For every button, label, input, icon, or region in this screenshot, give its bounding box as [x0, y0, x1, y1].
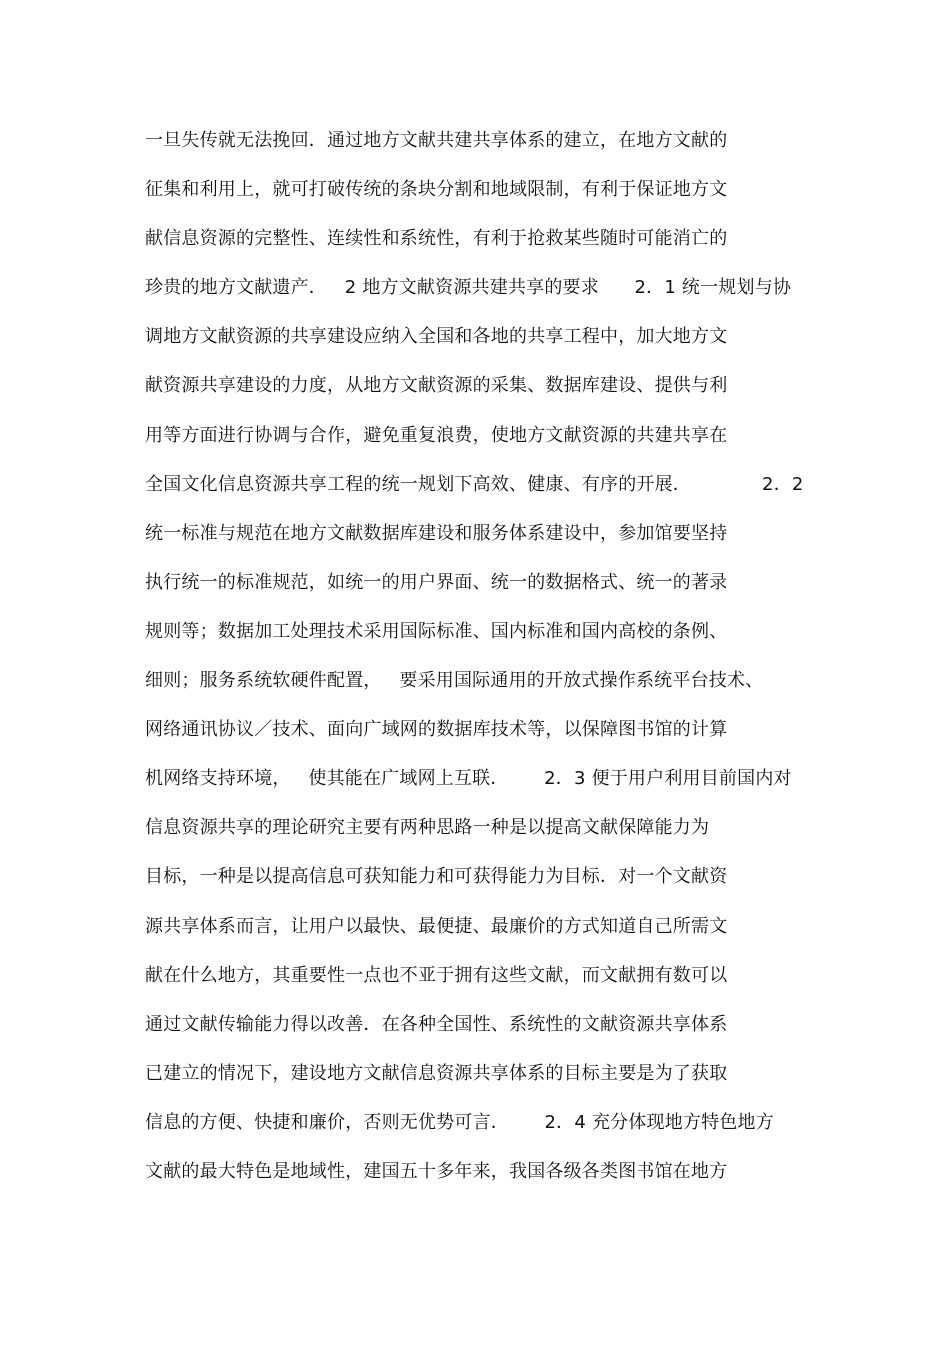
body-text: [145, 123, 825, 1203]
text-line: 机网络支持环境， 使其能在广域网上互联． 2．3 便于用户利用目前国内对: [145, 768, 792, 790]
text-line: 用等方面进行协调与合作，避免重复浪费，使地方文献资源的共建共享在: [145, 424, 728, 446]
text-line: 网络通讯协议／技术、面向广域网的数据库技术等，以保障图书馆的计算: [145, 719, 728, 741]
text-line: 源共享体系而言，让用户以最快、最便捷、最廉价的方式知道自己所需文: [145, 915, 728, 937]
text-line: 信息资源共享的理论研究主要有两种思路一种是以提高文献保障能力为: [145, 817, 710, 839]
text-line: 全国文化信息资源共享工程的统一规划下高效、健康、有序的开展． 2．2: [145, 473, 804, 495]
text-line: 目标，一种是以提高信息可获知能力和可获得能力为目标．对一个文献资: [145, 866, 728, 888]
text-line: 珍贵的地方文献遗产． 2 地方文献资源共建共享的要求 2．1 统一规划与协: [145, 277, 792, 299]
text-line: 统一标准与规范在地方文献数据库建设和服务体系建设中，参加馆要坚持: [145, 522, 728, 544]
text-line: 通过文献传输能力得以改善．在各种全国性、系统性的文献资源共享体系: [145, 1013, 728, 1035]
text-line: 规则等；数据加工处理技术采用国际标准、国内标准和国内高校的条例、: [145, 620, 728, 642]
text-line: 征集和利用上，就可打破传统的条块分割和地域限制，有利于保证地方文: [145, 179, 728, 201]
text-line: 献在什么地方，其重要性一点也不亚于拥有这些文献，而文献拥有数可以: [145, 964, 728, 986]
text-line: 一旦失传就无法挽回．通过地方文献共建共享体系的建立，在地方文献的: [145, 130, 728, 151]
text-line: 献信息资源的完整性、连续性和系统性，有利于抢救某些随时可能消亡的: [145, 228, 728, 250]
text-line: 已建立的情况下，建设地方文献信息资源共享体系的目标主要是为了获取: [145, 1062, 728, 1084]
text-line: 文献的最大特色是地域性，建国五十多年来，我国各级各类图书馆在地方: [145, 1160, 728, 1182]
text-line: 执行统一的标准规范，如统一的用户界面、统一的数据格式、统一的著录: [145, 571, 728, 593]
text-line: 细则；服务系统软硬件配置， 要采用国际通用的开放式操作系统平台技术、: [145, 670, 764, 692]
text-line: 献资源共享建设的力度，从地方文献资源的采集、数据库建设、提供与利: [145, 375, 728, 397]
text-line: 信息的方便、快捷和廉价，否则无优势可言． 2．4 充分体现地方特色地方: [145, 1111, 774, 1133]
text-line: 调地方文献资源的共享建设应纳入全国和各地的共享工程中，加大地方文: [145, 326, 728, 348]
